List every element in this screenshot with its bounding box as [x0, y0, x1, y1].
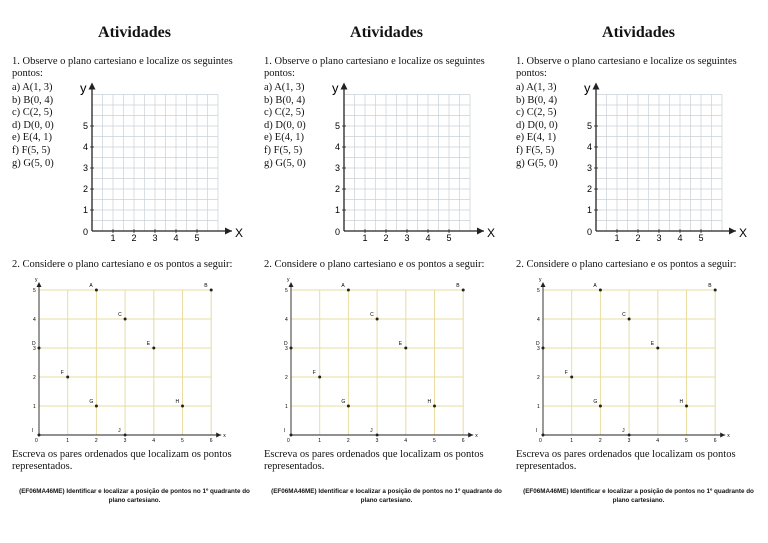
- y-tick-label: 1: [335, 205, 341, 215]
- point-label: F: [60, 370, 64, 376]
- points-list: [516, 82, 558, 170]
- cartesian-grid-2: [264, 277, 478, 444]
- x-axis-label: x: [727, 433, 730, 439]
- x-tick-label: 1: [110, 233, 116, 243]
- cartesian-grid-1: [571, 80, 748, 246]
- question-1-text: 1. Observe o plano cartesiano e localize os seguintes pontos:: [12, 56, 233, 79]
- x-tick-label: 3: [627, 438, 631, 444]
- plotted-point: [542, 347, 545, 350]
- y-tick-label: 2: [83, 184, 89, 194]
- x-tick-label: 1: [570, 438, 573, 444]
- y-tick-label: 3: [587, 163, 593, 173]
- y-tick-label: 4: [587, 142, 593, 152]
- origin-label: 0: [539, 438, 542, 444]
- y-axis-arrow: [341, 83, 348, 90]
- point-item: e) E(4, 1): [264, 132, 304, 144]
- point-label: I: [32, 428, 34, 434]
- y-axis-label: y: [539, 277, 542, 283]
- point-item: g) G(5, 0): [516, 157, 558, 169]
- point-item: a) A(1, 3): [264, 82, 305, 93]
- point-label: I: [536, 428, 538, 434]
- origin-label: 0: [83, 227, 89, 237]
- plotted-point: [542, 434, 545, 437]
- x-tick-label: 2: [131, 233, 137, 243]
- activity-sheet: [516, 0, 761, 543]
- x-tick-label: 3: [375, 438, 379, 444]
- plotted-point: [210, 289, 213, 292]
- skill-code-footer: (EF06MA46ME) Identificar e localizar a posição de pontos no 1º quadrante do plano cartesiano.: [271, 488, 502, 504]
- point-label: I: [284, 428, 286, 434]
- points-list: [12, 82, 54, 170]
- point-item: b) B(0, 4): [264, 94, 306, 106]
- point-item: g) G(5, 0): [12, 157, 54, 169]
- point-item: f) F(5, 5): [516, 144, 555, 156]
- x-tick-label: 6: [461, 438, 465, 444]
- y-tick-label: 2: [537, 375, 540, 381]
- point-item: f) F(5, 5): [12, 144, 51, 156]
- x-axis-label: x: [223, 433, 226, 439]
- plotted-point: [95, 289, 98, 292]
- plotted-point: [570, 376, 573, 379]
- plotted-point: [318, 376, 321, 379]
- x-tick-label: 3: [152, 233, 158, 243]
- plotted-point: [38, 434, 41, 437]
- point-label: E: [146, 341, 151, 347]
- x-tick-label: 2: [635, 233, 641, 243]
- plotted-point: [95, 405, 98, 408]
- point-label: H: [427, 399, 432, 405]
- x-axis-arrow: [729, 228, 736, 235]
- y-axis-arrow: [89, 83, 96, 90]
- y-tick-label: 4: [285, 317, 288, 323]
- cartesian-grid-1: [67, 80, 244, 246]
- x-axis-label: X: [739, 226, 748, 240]
- plotted-point: [376, 434, 379, 437]
- x-tick-label: 3: [404, 233, 410, 243]
- plotted-point: [685, 405, 688, 408]
- x-tick-label: 5: [194, 233, 200, 243]
- point-label: H: [679, 399, 684, 405]
- point-label: D: [536, 341, 540, 347]
- question-3-text: Escreva os pares ordenados que localizam os pontos representados.: [516, 449, 736, 472]
- point-label: F: [312, 370, 316, 376]
- y-tick-label: 2: [335, 184, 341, 194]
- origin-label: 0: [287, 438, 290, 444]
- y-tick-label: 1: [537, 404, 540, 410]
- point-label: D: [32, 341, 36, 347]
- plotted-point: [66, 376, 69, 379]
- x-tick-label: 5: [181, 438, 184, 444]
- x-axis-arrow: [477, 228, 484, 235]
- x-tick-label: 5: [433, 438, 436, 444]
- question-2-text: 2. Considere o plano cartesiano e os pontos a seguir:: [516, 259, 737, 270]
- y-tick-label: 1: [83, 205, 89, 215]
- x-tick-label: 6: [713, 438, 717, 444]
- skill-code-footer: (EF06MA46ME) Identificar e localizar a posição de pontos no 1º quadrante do plano cartesiano.: [19, 488, 250, 504]
- question-3-text: Escreva os pares ordenados que localizam os pontos representados.: [12, 449, 232, 472]
- y-axis-label: y: [287, 277, 290, 283]
- plotted-point: [290, 434, 293, 437]
- point-item: c) C(2, 5): [12, 107, 53, 119]
- x-axis-arrow: [216, 433, 221, 438]
- question-1-text: 1. Observe o plano cartesiano e localize os seguintes pontos:: [264, 56, 485, 79]
- point-item: e) E(4, 1): [12, 132, 52, 144]
- x-axis-arrow: [225, 228, 232, 235]
- plotted-point: [124, 434, 127, 437]
- x-tick-label: 4: [404, 438, 408, 444]
- x-tick-label: 5: [698, 233, 704, 243]
- x-tick-label: 1: [362, 233, 368, 243]
- x-tick-label: 3: [656, 233, 662, 243]
- y-tick-label: 2: [33, 375, 36, 381]
- point-label: E: [650, 341, 655, 347]
- y-tick-label: 4: [537, 317, 540, 323]
- plotted-point: [347, 405, 350, 408]
- cartesian-grid-2: [12, 277, 226, 444]
- y-tick-label: 5: [537, 288, 540, 294]
- y-tick-label: 2: [285, 375, 288, 381]
- point-label: A: [341, 283, 345, 289]
- plotted-point: [433, 405, 436, 408]
- x-tick-label: 2: [94, 438, 98, 444]
- sheet-title: Atividades: [350, 24, 423, 41]
- plotted-point: [628, 434, 631, 437]
- x-tick-label: 3: [123, 438, 127, 444]
- plotted-point: [376, 318, 379, 321]
- point-item: a) A(1, 3): [12, 82, 53, 93]
- plotted-point: [290, 347, 293, 350]
- plotted-point: [599, 289, 602, 292]
- point-item: g) G(5, 0): [264, 157, 306, 169]
- x-axis-label: x: [475, 433, 478, 439]
- plotted-point: [124, 318, 127, 321]
- plotted-point: [152, 347, 155, 350]
- question-1-text: 1. Observe o plano cartesiano e localize os seguintes pontos:: [516, 56, 737, 79]
- y-tick-label: 3: [537, 346, 540, 352]
- y-tick-label: 3: [83, 163, 89, 173]
- y-tick-label: 5: [335, 121, 341, 131]
- point-label: J: [622, 428, 625, 434]
- point-item: d) D(0, 0): [516, 119, 558, 131]
- y-tick-label: 1: [33, 404, 36, 410]
- point-label: G: [593, 399, 598, 405]
- x-axis-arrow: [720, 433, 725, 438]
- point-item: b) B(0, 4): [12, 94, 54, 106]
- point-item: c) C(2, 5): [264, 107, 305, 119]
- point-label: C: [622, 312, 626, 318]
- question-2-text: 2. Considere o plano cartesiano e os pontos a seguir:: [12, 259, 233, 270]
- origin-label: 0: [587, 227, 593, 237]
- y-tick-label: 1: [587, 205, 593, 215]
- plotted-point: [347, 289, 350, 292]
- y-tick-label: 4: [33, 317, 36, 323]
- point-item: a) A(1, 3): [516, 82, 557, 93]
- plotted-point: [181, 405, 184, 408]
- point-label: G: [341, 399, 346, 405]
- origin-label: 0: [35, 438, 38, 444]
- point-label: B: [708, 283, 712, 289]
- point-label: J: [118, 428, 121, 434]
- x-tick-label: 1: [318, 438, 321, 444]
- point-item: f) F(5, 5): [264, 144, 303, 156]
- point-label: C: [118, 312, 122, 318]
- x-tick-label: 5: [446, 233, 452, 243]
- plotted-point: [628, 318, 631, 321]
- point-label: C: [370, 312, 374, 318]
- point-label: A: [593, 283, 597, 289]
- y-axis-arrow: [593, 83, 600, 90]
- y-axis-label: y: [35, 277, 38, 283]
- point-label: F: [564, 370, 568, 376]
- x-tick-label: 4: [656, 438, 660, 444]
- y-axis-label: y: [80, 80, 87, 96]
- y-tick-label: 2: [587, 184, 593, 194]
- y-tick-label: 5: [83, 121, 89, 131]
- sheet-title: Atividades: [602, 24, 675, 41]
- point-item: e) E(4, 1): [516, 132, 556, 144]
- plotted-point: [404, 347, 407, 350]
- y-tick-label: 3: [285, 346, 288, 352]
- point-label: J: [370, 428, 373, 434]
- sheet-title: Atividades: [98, 24, 171, 41]
- plotted-point: [656, 347, 659, 350]
- y-axis-label: y: [584, 80, 591, 96]
- x-tick-label: 1: [66, 438, 69, 444]
- plotted-point: [462, 289, 465, 292]
- plotted-point: [714, 289, 717, 292]
- x-tick-label: 2: [383, 233, 389, 243]
- x-tick-label: 5: [685, 438, 688, 444]
- y-axis-label: y: [332, 80, 339, 96]
- y-tick-label: 4: [335, 142, 341, 152]
- question-2-text: 2. Considere o plano cartesiano e os pontos a seguir:: [264, 259, 485, 270]
- point-label: A: [89, 283, 93, 289]
- point-label: B: [456, 283, 460, 289]
- question-3-text: Escreva os pares ordenados que localizam os pontos representados.: [264, 449, 484, 472]
- activity-sheet: [12, 0, 257, 543]
- activity-sheet: [264, 0, 509, 543]
- y-tick-label: 5: [587, 121, 593, 131]
- x-tick-label: 4: [152, 438, 156, 444]
- point-label: E: [398, 341, 403, 347]
- point-item: d) D(0, 0): [12, 119, 54, 131]
- x-tick-label: 1: [614, 233, 620, 243]
- y-tick-label: 3: [33, 346, 36, 352]
- point-item: b) B(0, 4): [516, 94, 558, 106]
- point-label: H: [175, 399, 180, 405]
- point-item: c) C(2, 5): [516, 107, 557, 119]
- y-tick-label: 5: [285, 288, 288, 294]
- x-tick-label: 2: [598, 438, 602, 444]
- y-tick-label: 1: [285, 404, 288, 410]
- y-tick-label: 4: [83, 142, 89, 152]
- x-tick-label: 4: [173, 233, 179, 243]
- point-label: G: [89, 399, 94, 405]
- x-tick-label: 2: [346, 438, 350, 444]
- point-label: D: [284, 341, 288, 347]
- skill-code-footer: (EF06MA46ME) Identificar e localizar a posição de pontos no 1º quadrante do plano cartesiano.: [523, 488, 754, 504]
- x-tick-label: 4: [677, 233, 683, 243]
- plotted-point: [599, 405, 602, 408]
- x-axis-arrow: [468, 433, 473, 438]
- plotted-point: [38, 347, 41, 350]
- x-tick-label: 6: [209, 438, 213, 444]
- x-axis-label: X: [235, 226, 244, 240]
- y-tick-label: 5: [33, 288, 36, 294]
- points-list: [264, 82, 306, 170]
- cartesian-grid-2: [516, 277, 730, 444]
- origin-label: 0: [335, 227, 341, 237]
- x-axis-label: X: [487, 226, 496, 240]
- y-tick-label: 3: [335, 163, 341, 173]
- x-tick-label: 4: [425, 233, 431, 243]
- point-item: d) D(0, 0): [264, 119, 306, 131]
- point-label: B: [204, 283, 208, 289]
- cartesian-grid-1: [319, 80, 496, 246]
